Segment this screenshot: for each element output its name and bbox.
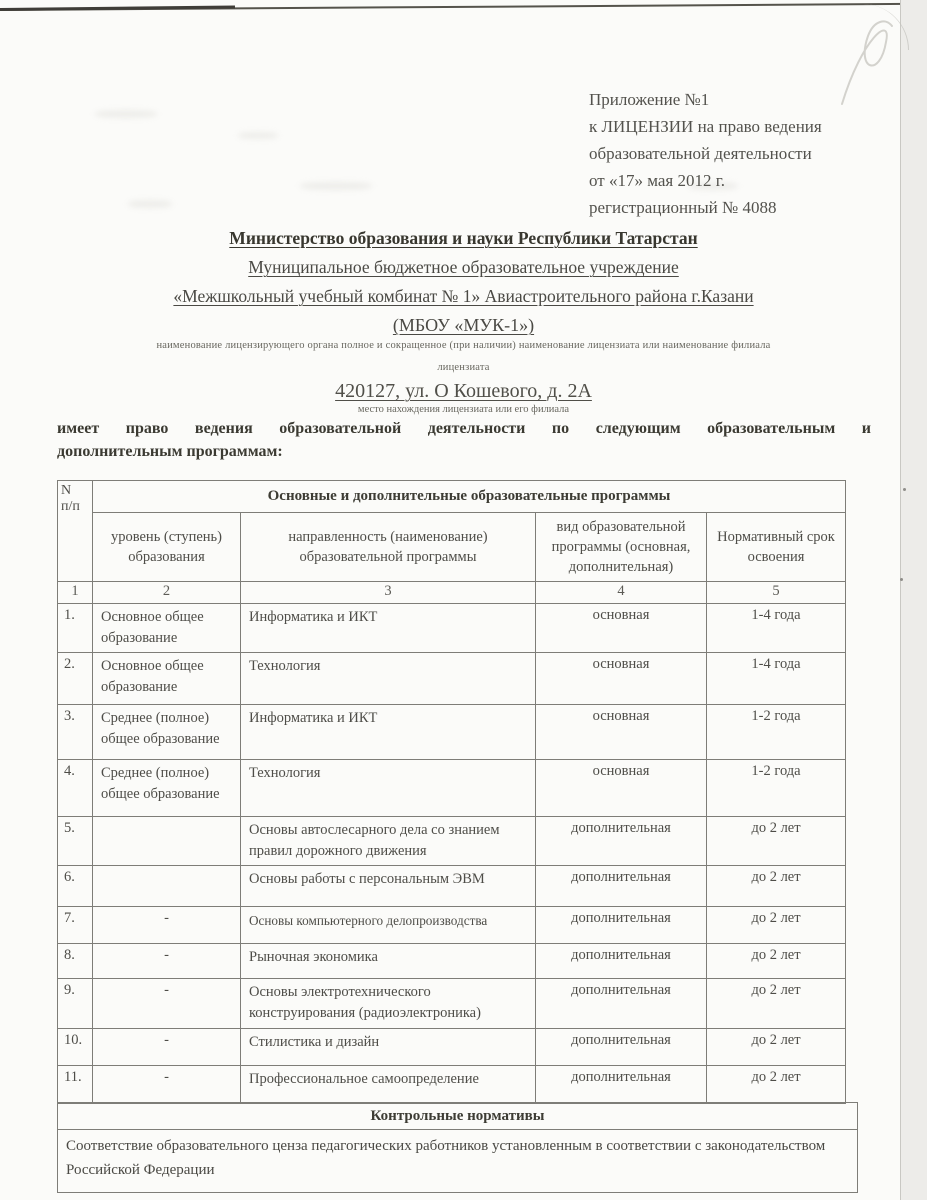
row-number-cell: 9. [58, 979, 93, 1029]
scan-right-edge [900, 0, 927, 1200]
control-standards-table [57, 1102, 858, 1193]
table-row [58, 907, 846, 944]
program-name-cell: Основы автослесарного дела со знанием правил дорожного движения [241, 817, 536, 866]
row-number-cell: 10. [58, 1029, 93, 1066]
program-name-cell: Основы компьютерного делопроизводства [241, 907, 536, 944]
table-row [58, 944, 846, 979]
bleedthrough-smudge [128, 200, 172, 208]
address-caption: место нахождения лицензиата или его филиала [357, 404, 570, 415]
table-row [58, 604, 846, 653]
table-row [58, 1029, 846, 1066]
program-name-cell: Технология [241, 760, 536, 817]
program-type-cell: основная [536, 760, 707, 817]
column-header-program: направленность (наименование) образовательной программы [241, 513, 536, 582]
column-index: 2 [93, 582, 241, 604]
appendix-line: от «17» мая 2012 г. [589, 171, 726, 190]
rights-statement [57, 417, 871, 463]
programs-table [57, 480, 846, 1104]
program-name-cell: Основы работы с персональным ЭВМ [241, 866, 536, 907]
column-header-level: уровень (ступень) образования [93, 513, 241, 582]
appendix-note [589, 86, 822, 221]
table-row [58, 817, 846, 866]
control-standards-text: Соответствие образовательного ценза педагогических работников установленным в соответствии с законодательством Российской Федерации [58, 1130, 858, 1193]
education-level-cell: Основное общее образование [93, 653, 241, 705]
column-index: 3 [241, 582, 536, 604]
appendix-line: регистрационный № 4088 [589, 198, 777, 217]
education-level-cell: Среднее (полное) общее образование [93, 760, 241, 817]
column-index: 1 [58, 582, 93, 604]
row-number-cell: 8. [58, 944, 93, 979]
education-level-cell: Основное общее образование [93, 604, 241, 653]
table-row [58, 1066, 846, 1104]
program-type-cell: дополнительная [536, 1029, 707, 1066]
term-cell: до 2 лет [707, 979, 846, 1029]
scan-edge-line-thick [0, 6, 235, 11]
education-level-cell: - [93, 944, 241, 979]
row-number-cell: 3. [58, 705, 93, 760]
column-index: 4 [536, 582, 707, 604]
bleedthrough-smudge [238, 132, 278, 139]
program-type-cell: дополнительная [536, 866, 707, 907]
bleedthrough-smudge [300, 182, 372, 190]
corner-header-line1: N [61, 483, 72, 498]
term-cell: 1-2 года [707, 760, 846, 817]
column-index-row [58, 582, 846, 604]
table-row [58, 866, 846, 907]
licensor-caption-line2: лицензиата [437, 362, 490, 373]
bleedthrough-smudge [95, 110, 157, 118]
row-number-cell: 1. [58, 604, 93, 653]
column-index: 5 [707, 582, 846, 604]
program-type-cell: основная [536, 653, 707, 705]
program-type-cell: дополнительная [536, 817, 707, 866]
program-name-cell: Рыночная экономика [241, 944, 536, 979]
education-level-cell: - [93, 1066, 241, 1104]
program-name-cell: Информатика и ИКТ [241, 604, 536, 653]
term-cell: до 2 лет [707, 944, 846, 979]
term-cell: до 2 лет [707, 817, 846, 866]
appendix-line: образовательной деятельности [589, 144, 812, 163]
scan-speck [903, 488, 906, 491]
education-level-cell: - [93, 1029, 241, 1066]
program-name-cell: Технология [241, 653, 536, 705]
appendix-line: Приложение №1 [589, 90, 710, 109]
row-number-cell: 7. [58, 907, 93, 944]
education-level-cell [93, 866, 241, 907]
column-header-term: Нормативный срок освоения [707, 513, 846, 582]
rights-statement-line2: дополнительным программам: [57, 443, 283, 460]
program-type-cell: основная [536, 705, 707, 760]
program-type-cell: дополнительная [536, 979, 707, 1029]
program-name-cell: Профессиональное самоопределение [241, 1066, 536, 1104]
term-cell: 1-4 года [707, 604, 846, 653]
row-number-cell: 6. [58, 866, 93, 907]
row-number-cell: 5. [58, 817, 93, 866]
organization-type: Муниципальное бюджетное образовательное учреждение [248, 257, 679, 277]
table-row [58, 979, 846, 1029]
program-type-cell: дополнительная [536, 907, 707, 944]
row-number-cell: 2. [58, 653, 93, 705]
program-name-cell: Стилистика и дизайн [241, 1029, 536, 1066]
table-row [58, 760, 846, 817]
organization-abbr: (МБОУ «МУК-1») [392, 315, 535, 335]
education-level-cell [93, 817, 241, 866]
education-level-cell: Среднее (полное) общее образование [93, 705, 241, 760]
rights-statement-line1: имеет право ведения образовательной деятельности по следующим образовательным и [57, 420, 871, 437]
control-standards-title: Контрольные нормативы [58, 1103, 858, 1130]
term-cell: до 2 лет [707, 907, 846, 944]
term-cell: до 2 лет [707, 1066, 846, 1104]
program-type-cell: дополнительная [536, 1066, 707, 1104]
appendix-line: к ЛИЦЕНЗИИ на право ведения [589, 117, 822, 136]
term-cell: 1-4 года [707, 653, 846, 705]
program-name-cell: Основы электротехнического конструирования (радиоэлектроника) [241, 979, 536, 1029]
pencil-mark [828, 8, 920, 118]
ministry-title: Министерство образования и науки Республики Татарстан [229, 228, 698, 248]
group-header-cell: Основные и дополнительные образовательные программы [93, 481, 846, 513]
column-header-type: вид образовательной программы (основная, дополнительная) [536, 513, 707, 582]
document-heading [57, 228, 870, 415]
term-cell: до 2 лет [707, 866, 846, 907]
program-type-cell: основная [536, 604, 707, 653]
program-type-cell: дополнительная [536, 944, 707, 979]
organization-address: 420127, ул. О Кошевого, д. 2А [335, 380, 592, 402]
education-level-cell: - [93, 979, 241, 1029]
corner-header-cell [58, 481, 93, 582]
licensor-caption-line1: наименование лицензирующего органа полное и сокращенное (при наличии) наименование лицензиата или наименование филиала [156, 340, 771, 351]
organization-name: «Межшкольный учебный комбинат № 1» Авиастроительного района г.Казани [173, 286, 754, 306]
scan-speck [900, 578, 903, 581]
program-name-cell: Информатика и ИКТ [241, 705, 536, 760]
term-cell: до 2 лет [707, 1029, 846, 1066]
table-row [58, 705, 846, 760]
table-row [58, 653, 846, 705]
row-number-cell: 11. [58, 1066, 93, 1104]
education-level-cell: - [93, 907, 241, 944]
corner-header-line2: п/п [61, 499, 80, 514]
row-number-cell: 4. [58, 760, 93, 817]
term-cell: 1-2 года [707, 705, 846, 760]
